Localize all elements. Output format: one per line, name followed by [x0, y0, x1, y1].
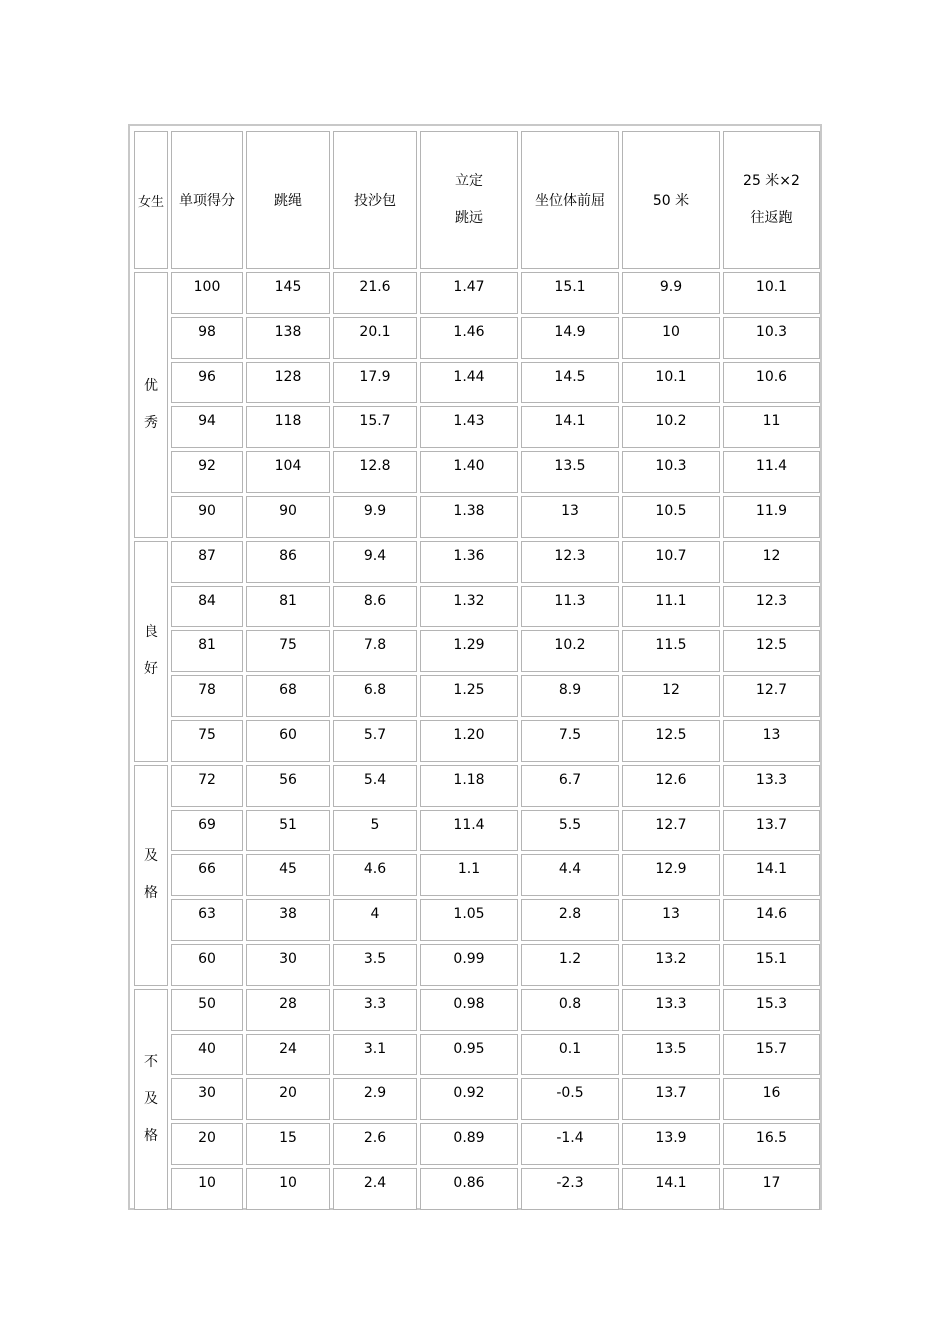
table-cell: 13.7: [723, 810, 820, 852]
table-cell: 90: [171, 496, 243, 538]
table-cell: 12.9: [622, 854, 720, 896]
table-row: [134, 1034, 820, 1076]
table-cell: 96: [171, 362, 243, 404]
table-cell: 0.95: [420, 1034, 518, 1076]
header-score: 单项得分: [171, 131, 243, 269]
table-cell: 40: [171, 1034, 243, 1076]
table-cell: 10: [171, 1168, 243, 1210]
table-cell: 75: [246, 630, 330, 672]
table-row: [134, 854, 820, 896]
table-cell: 15.1: [723, 944, 820, 986]
table-cell: 9.4: [333, 541, 417, 583]
table-cell: 14.9: [521, 317, 619, 359]
table-cell: 100: [171, 272, 243, 314]
table-row: [134, 944, 820, 986]
table-cell: 118: [246, 406, 330, 448]
header-shuttle-line1: 25 米×2: [743, 173, 800, 189]
table-cell: 8.9: [521, 675, 619, 717]
table-cell: 10.6: [723, 362, 820, 404]
category-label: [134, 541, 168, 762]
table-cell: 4.6: [333, 854, 417, 896]
table-cell: 138: [246, 317, 330, 359]
table-cell: 1.36: [420, 541, 518, 583]
table-row: [134, 541, 820, 583]
table-cell: -1.4: [521, 1123, 619, 1165]
table-cell: 12.3: [723, 586, 820, 628]
table-cell: 24: [246, 1034, 330, 1076]
table-cell: 30: [246, 944, 330, 986]
header-sandbag: 投沙包: [333, 131, 417, 269]
table-row: [134, 989, 820, 1031]
header-long-jump: [420, 131, 518, 269]
table-cell: 11: [723, 406, 820, 448]
table-cell: 0.86: [420, 1168, 518, 1210]
table-cell: 63: [171, 899, 243, 941]
table-cell: 98: [171, 317, 243, 359]
table-cell: 12.7: [622, 810, 720, 852]
table-cell: 10.5: [622, 496, 720, 538]
table-cell: 86: [246, 541, 330, 583]
table-row: [134, 899, 820, 941]
table-cell: 13.3: [723, 765, 820, 807]
table-row: [134, 630, 820, 672]
table-cell: 11.1: [622, 586, 720, 628]
table-cell: 1.29: [420, 630, 518, 672]
table-cell: 11.9: [723, 496, 820, 538]
table-cell: 128: [246, 362, 330, 404]
table-cell: 145: [246, 272, 330, 314]
table-cell: 2.6: [333, 1123, 417, 1165]
table-cell: 0.89: [420, 1123, 518, 1165]
table-cell: 13: [521, 496, 619, 538]
table-cell: -0.5: [521, 1078, 619, 1120]
table-cell: 10.2: [521, 630, 619, 672]
table-cell: 10.1: [622, 362, 720, 404]
table-cell: 1.40: [420, 451, 518, 493]
table-cell: 12.8: [333, 451, 417, 493]
table-cell: 1.05: [420, 899, 518, 941]
table-row: [134, 1078, 820, 1120]
table-cell: 7.5: [521, 720, 619, 762]
table-cell: 11.3: [521, 586, 619, 628]
table-cell: 13.7: [622, 1078, 720, 1120]
table-cell: 8.6: [333, 586, 417, 628]
table-cell: 13.3: [622, 989, 720, 1031]
table-cell: 1.46: [420, 317, 518, 359]
table-cell: 1.32: [420, 586, 518, 628]
table-row: [134, 451, 820, 493]
table-cell: 6.7: [521, 765, 619, 807]
table-cell: 56: [246, 765, 330, 807]
table-row: [134, 1168, 820, 1210]
table-cell: 10.3: [622, 451, 720, 493]
table-cell: 12.7: [723, 675, 820, 717]
table-cell: 4.4: [521, 854, 619, 896]
table-cell: 1.25: [420, 675, 518, 717]
table-row: [134, 810, 820, 852]
table-cell: 10.1: [723, 272, 820, 314]
table-cell: 20.1: [333, 317, 417, 359]
category-char: 及: [144, 1090, 158, 1107]
header-long-jump-line1: 立定: [455, 173, 483, 189]
table-cell: 12.5: [723, 630, 820, 672]
table-cell: 0.98: [420, 989, 518, 1031]
table-cell: 5.7: [333, 720, 417, 762]
table-cell: 69: [171, 810, 243, 852]
table-cell: 16: [723, 1078, 820, 1120]
table-cell: 3.5: [333, 944, 417, 986]
table-cell: 0.99: [420, 944, 518, 986]
table-cell: 50: [171, 989, 243, 1031]
table-cell: 14.1: [723, 854, 820, 896]
table-cell: 78: [171, 675, 243, 717]
table-row: [134, 720, 820, 762]
header-shuttle: [723, 131, 820, 269]
table-cell: 38: [246, 899, 330, 941]
table-cell: 30: [171, 1078, 243, 1120]
table-cell: 9.9: [333, 496, 417, 538]
header-gender: 女生: [134, 131, 168, 269]
table-cell: 1.1: [420, 854, 518, 896]
header-shuttle-line2: 往返跑: [750, 210, 793, 226]
table-cell: 45: [246, 854, 330, 896]
table-cell: 81: [171, 630, 243, 672]
table-cell: 15: [246, 1123, 330, 1165]
header-run50: 50 米: [622, 131, 720, 269]
category-label: [134, 765, 168, 986]
table-cell: 14.5: [521, 362, 619, 404]
table-cell: 66: [171, 854, 243, 896]
table-cell: 2.9: [333, 1078, 417, 1120]
table-cell: 0.92: [420, 1078, 518, 1120]
table-row: [134, 362, 820, 404]
table-cell: 13: [723, 720, 820, 762]
table-cell: 60: [246, 720, 330, 762]
table-cell: 87: [171, 541, 243, 583]
table-row: [134, 586, 820, 628]
table-cell: 92: [171, 451, 243, 493]
table-cell: 0.1: [521, 1034, 619, 1076]
table-cell: 68: [246, 675, 330, 717]
table-cell: 13: [622, 899, 720, 941]
table-cell: 3.3: [333, 989, 417, 1031]
header-row: [134, 131, 820, 269]
table-cell: 15.7: [723, 1034, 820, 1076]
table-cell: -2.3: [521, 1168, 619, 1210]
table-cell: 1.47: [420, 272, 518, 314]
table-cell: 10: [246, 1168, 330, 1210]
table-cell: 6.8: [333, 675, 417, 717]
table-cell: 14.1: [521, 406, 619, 448]
category-char: 格: [144, 885, 158, 902]
header-long-jump-line2: 跳远: [455, 210, 483, 226]
table-cell: 11.5: [622, 630, 720, 672]
table-cell: 20: [171, 1123, 243, 1165]
table-cell: 13.9: [622, 1123, 720, 1165]
table-cell: 12: [723, 541, 820, 583]
table-cell: 51: [246, 810, 330, 852]
table-cell: 5: [333, 810, 417, 852]
table-cell: 4: [333, 899, 417, 941]
table-cell: 11.4: [420, 810, 518, 852]
table-cell: 16.5: [723, 1123, 820, 1165]
table-cell: 15.3: [723, 989, 820, 1031]
category-label: [134, 989, 168, 1210]
category-label: [134, 272, 168, 538]
category-char: 及: [144, 848, 158, 865]
table-cell: 12.5: [622, 720, 720, 762]
table-cell: 84: [171, 586, 243, 628]
table-cell: 104: [246, 451, 330, 493]
table-cell: 13.5: [521, 451, 619, 493]
category-char: 秀: [144, 414, 158, 431]
table-cell: 17: [723, 1168, 820, 1210]
table-cell: 5.5: [521, 810, 619, 852]
table-cell: 15.1: [521, 272, 619, 314]
table-cell: 5.4: [333, 765, 417, 807]
table-cell: 2.4: [333, 1168, 417, 1210]
table-cell: 10.3: [723, 317, 820, 359]
table-cell: 9.9: [622, 272, 720, 314]
table-cell: 81: [246, 586, 330, 628]
table-row: [134, 272, 820, 314]
category-char: 好: [144, 661, 158, 678]
table-cell: 7.8: [333, 630, 417, 672]
category-char: 优: [144, 377, 158, 394]
table-row: [134, 317, 820, 359]
category-char: 格: [144, 1127, 158, 1144]
table-cell: 20: [246, 1078, 330, 1120]
table-cell: 10.7: [622, 541, 720, 583]
table-cell: 13.5: [622, 1034, 720, 1076]
table-row: [134, 406, 820, 448]
table-row: [134, 675, 820, 717]
header-rope: 跳绳: [246, 131, 330, 269]
category-char: 不: [144, 1053, 158, 1070]
table-cell: 94: [171, 406, 243, 448]
table-cell: 1.38: [420, 496, 518, 538]
category-char: 良: [144, 624, 158, 641]
table-cell: 1.44: [420, 362, 518, 404]
table-cell: 0.8: [521, 989, 619, 1031]
table-cell: 13.2: [622, 944, 720, 986]
table-cell: 3.1: [333, 1034, 417, 1076]
table-cell: 90: [246, 496, 330, 538]
table-cell: 15.7: [333, 406, 417, 448]
table-cell: 12.6: [622, 765, 720, 807]
table-cell: 1.2: [521, 944, 619, 986]
table-cell: 28: [246, 989, 330, 1031]
table-cell: 11.4: [723, 451, 820, 493]
fitness-score-table: [131, 128, 823, 1213]
header-sit-reach: 坐位体前屈: [521, 131, 619, 269]
table-cell: 1.20: [420, 720, 518, 762]
table-cell: 10.2: [622, 406, 720, 448]
table-cell: 17.9: [333, 362, 417, 404]
table-cell: 2.8: [521, 899, 619, 941]
table-cell: 14.1: [622, 1168, 720, 1210]
table-cell: 10: [622, 317, 720, 359]
table-cell: 60: [171, 944, 243, 986]
table-cell: 75: [171, 720, 243, 762]
table-cell: 12: [622, 675, 720, 717]
table-cell: 72: [171, 765, 243, 807]
table-cell: 1.43: [420, 406, 518, 448]
table-row: [134, 765, 820, 807]
table-cell: 14.6: [723, 899, 820, 941]
table-cell: 12.3: [521, 541, 619, 583]
table-cell: 1.18: [420, 765, 518, 807]
table-row: [134, 496, 820, 538]
table-cell: 21.6: [333, 272, 417, 314]
table-row: [134, 1123, 820, 1165]
